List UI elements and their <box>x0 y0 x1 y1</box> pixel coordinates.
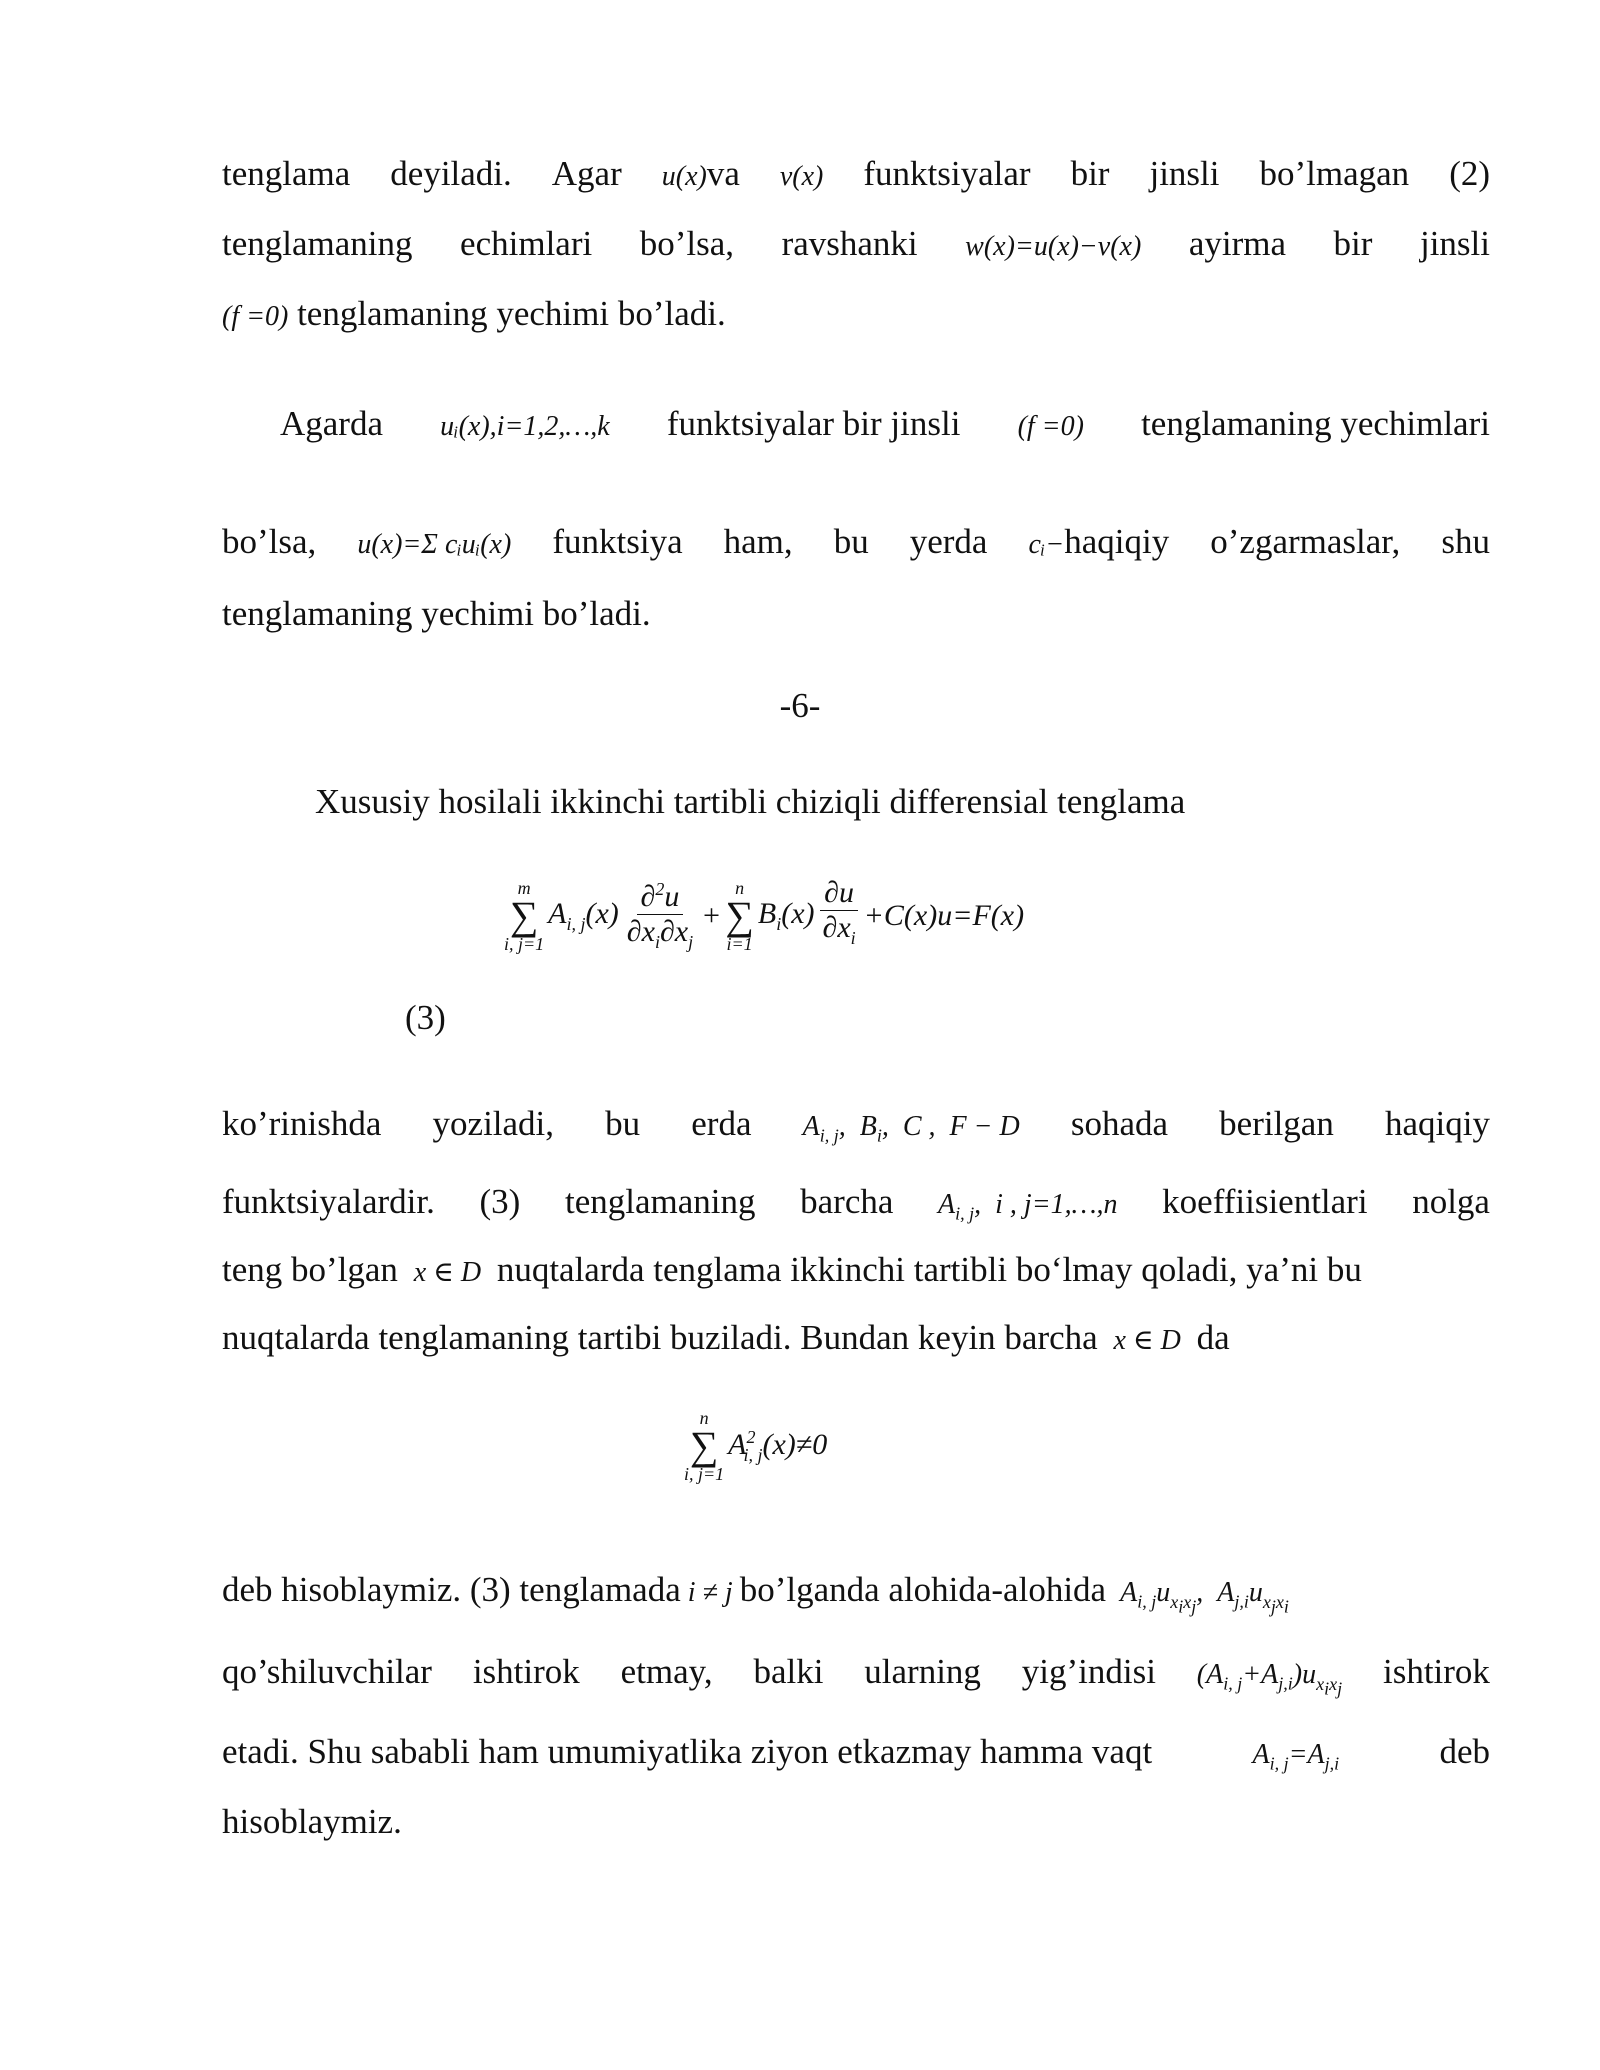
math-coef-range: $A_{i, j}$, i , j=1,…,n <box>938 1189 1118 1224</box>
p4-line2 <box>222 1650 1490 1710</box>
fraction: $\frac{\partial u}{\partial x_i}$ <box>819 876 860 955</box>
math-terms: $A_{i, j}u_{x_ix_j}$, $A_{j,i}u_{x_jx_i}$ <box>1120 1577 1289 1617</box>
word: echimlari <box>460 224 593 263</box>
math-ui-index: uᵢ(x),i=1,2,…,k <box>440 411 610 442</box>
word: funktsiya <box>552 522 683 561</box>
word: erda <box>691 1104 752 1143</box>
math-f-zero: (f =0) <box>1017 411 1084 442</box>
word: bo’lsa, <box>639 224 735 263</box>
text: tenglamaning yechimlari <box>1141 404 1490 443</box>
word: koeffiisientlari <box>1162 1182 1368 1221</box>
math-linear-combination: u(x)=Σ cᵢuᵢ(x) <box>357 529 512 560</box>
word: tenglamaning <box>564 1182 756 1221</box>
word: yig’indisi <box>1021 1652 1156 1691</box>
word: o’zgarmaslar, <box>1210 522 1401 561</box>
word: haqiqiy <box>1384 1104 1490 1143</box>
word: yoziladi, <box>432 1104 555 1143</box>
text: funktsiyalar bir jinsli <box>666 404 961 443</box>
text: teng bo’lgan <box>222 1250 398 1289</box>
p1-line1 <box>222 152 1490 199</box>
word: deyiladi. <box>390 154 512 193</box>
word: (2) <box>1449 154 1490 193</box>
word: tenglamaning <box>222 224 413 263</box>
fraction: $\frac{\partial^2u}{\partial x_i\partial x_j}$ <box>623 872 697 959</box>
math-coefficients: $A_{i, j}$, $B_i$, C , F − D <box>802 1111 1020 1146</box>
math-w-difference: w(x)=u(x)−v(x) <box>965 231 1142 262</box>
word: deb <box>1439 1732 1490 1771</box>
word: bir <box>1070 154 1110 193</box>
word: funktsiyalar <box>863 154 1031 193</box>
word: bu <box>833 522 869 561</box>
p3-line1 <box>222 1102 1490 1158</box>
p2-line3 <box>222 592 1490 636</box>
word: va <box>706 154 740 193</box>
p3-line3 <box>222 1248 1490 1295</box>
word: bu <box>605 1104 641 1143</box>
word: bo’lmagan <box>1259 154 1410 193</box>
text: hisoblaymiz. <box>222 1802 402 1841</box>
word: ishtirok <box>1382 1652 1490 1691</box>
p1-line3 <box>222 292 1490 339</box>
word: balki <box>753 1652 824 1691</box>
math-sum-terms: $(A_{i, j}+A_{j,i})u_{x_ix_j}$ <box>1196 1659 1343 1699</box>
sum-symbol: m ∑ i, j=1 <box>504 877 545 954</box>
sum-symbol: n ∑ i=1 <box>725 877 754 954</box>
p2-line2 <box>222 520 1490 567</box>
text: da <box>1196 1318 1230 1357</box>
p4-line3 <box>222 1730 1490 1786</box>
word: ham, <box>723 522 793 561</box>
word: ko’rinishda <box>222 1104 382 1143</box>
math-u-x: u(x) <box>661 161 707 192</box>
p3-intro <box>315 780 1490 824</box>
word: (3) <box>479 1182 521 1221</box>
word: berilgan <box>1219 1104 1334 1143</box>
equation-3: m ∑ i, j=1 $A_{i, j}(x)$ $\frac{\partial^2u}{\partial x_i\partial x_j}$ + n ∑ i=1 $B_i(x)$ $\frac{\partial u}{\partial x_i}$ +C(x)u=F(x) <box>500 872 1024 959</box>
text: Xususiy hosilali ikkinchi tartibli chiziqli differensial tenglama <box>315 782 1186 821</box>
word: haqiqiy <box>1064 522 1170 561</box>
p4-line1 <box>222 1568 1490 1628</box>
math-v-x: v(x) <box>779 161 824 192</box>
word: qo’shiluvchilar <box>222 1652 432 1691</box>
word: shu <box>1441 522 1490 561</box>
sum-symbol: n ∑ i, j=1 <box>684 1408 725 1484</box>
text: nuqtalarda tenglamaning tartibi buziladi. Bundan keyin barcha <box>222 1318 1098 1357</box>
p4-line4 <box>222 1800 1490 1844</box>
math-i-neq-j: i ≠ j <box>680 1577 740 1608</box>
word: nolga <box>1412 1182 1490 1221</box>
math-x-in-D: x ∈ D <box>406 1257 489 1288</box>
text: tenglamaning yechimi bo’ladi. <box>222 594 651 633</box>
text: tenglamaning yechimi bo’ladi. <box>297 294 726 333</box>
text: deb hisoblaymiz. (3) tenglamada <box>222 1570 681 1609</box>
word: ayirma <box>1188 224 1287 263</box>
word: Agar <box>551 154 622 193</box>
p1-line2 <box>222 222 1490 269</box>
page-number: -6- <box>779 686 821 725</box>
word: bo’lsa, <box>222 522 317 561</box>
text: bo’lganda alohida-alohida <box>739 1570 1107 1609</box>
math-f-zero: (f =0) <box>222 301 289 332</box>
math-symmetry: $A_{i, j}=A_{j,i}$ <box>1252 1739 1340 1774</box>
word: tenglama <box>222 154 351 193</box>
word: bir <box>1333 224 1373 263</box>
math-x-in-D: x ∈ D <box>1106 1325 1188 1356</box>
word: Agarda <box>280 404 384 443</box>
word: ishtirok <box>472 1652 580 1691</box>
word: etmay, <box>620 1652 713 1691</box>
word: ularning <box>864 1652 981 1691</box>
p3-line2 <box>222 1180 1490 1236</box>
sum-squares-formula: n ∑ i, j=1 $A^2_{i, j}(x)\ne 0$ <box>684 1408 828 1484</box>
word: jinsli <box>1149 154 1220 193</box>
word: yerda <box>909 522 988 561</box>
word: barcha <box>800 1182 894 1221</box>
text: nuqtalarda tenglama ikkinchi tartibli bo‘lmay qoladi, ya’ni bu <box>496 1250 1362 1289</box>
word: ravshanki <box>781 224 918 263</box>
p2-line1 <box>280 402 1490 449</box>
word: funktsiyalardir. <box>222 1182 435 1221</box>
equation-number: (3) <box>405 998 446 1037</box>
word: jinsli <box>1419 224 1490 263</box>
word: sohada <box>1070 1104 1169 1143</box>
text: etadi. Shu sababli ham umumiyatlika ziyon etkazmay hamma vaqt <box>222 1732 1153 1771</box>
p3-line4 <box>222 1316 1490 1363</box>
math-ci: cᵢ− <box>1028 529 1065 560</box>
